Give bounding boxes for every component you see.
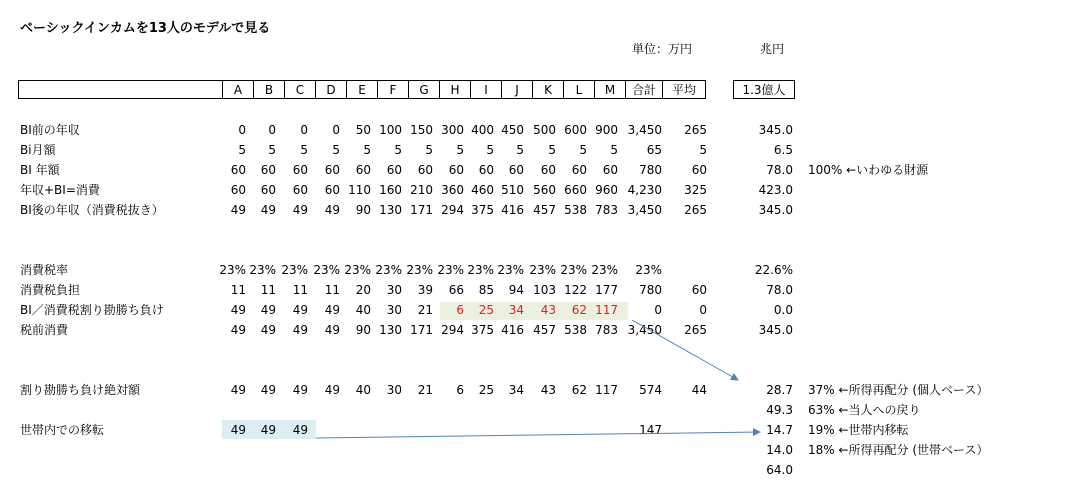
row-note: 19% ←世帯内移転 bbox=[808, 423, 909, 437]
cell-total: 147 bbox=[639, 423, 662, 437]
row-label: 消費税率 bbox=[20, 263, 69, 277]
cell-g: 5 bbox=[425, 143, 433, 157]
cell-c: 49 bbox=[292, 323, 308, 337]
cell-average: 325 bbox=[684, 183, 707, 197]
cell-i: 25 bbox=[478, 383, 494, 397]
cell-k: 103 bbox=[533, 283, 556, 297]
header-col-l: L bbox=[564, 81, 595, 99]
cell-b: 60 bbox=[260, 183, 276, 197]
cell-e: 110 bbox=[348, 183, 371, 197]
cell-g: 210 bbox=[410, 183, 433, 197]
cell-average: 60 bbox=[691, 283, 707, 297]
header-col-j: J bbox=[502, 81, 533, 99]
header-col-m: M bbox=[595, 81, 626, 99]
cell-trillion: 22.6% bbox=[754, 263, 793, 277]
cell-e: 60 bbox=[355, 163, 371, 177]
cell-c: 5 bbox=[300, 143, 308, 157]
cell-total: 780 bbox=[639, 163, 662, 177]
cell-h: 360 bbox=[441, 183, 464, 197]
row-label: 税前消費 bbox=[20, 323, 69, 337]
cell-trillion: 78.0 bbox=[766, 283, 793, 297]
row-label: BI後の年収（消費税抜き） bbox=[20, 203, 164, 217]
cell-trillion: 345.0 bbox=[758, 203, 793, 217]
cell-f: 130 bbox=[379, 203, 402, 217]
cell-m: 117 bbox=[595, 303, 618, 317]
cell-i: 375 bbox=[471, 323, 494, 337]
cell-l: 122 bbox=[564, 283, 587, 297]
cell-l: 538 bbox=[564, 323, 587, 337]
cell-h: 6 bbox=[456, 383, 464, 397]
cell-k: 457 bbox=[533, 323, 556, 337]
cell-total: 0 bbox=[654, 303, 662, 317]
cell-m: 783 bbox=[595, 203, 618, 217]
cell-j: 450 bbox=[501, 123, 524, 137]
header-population: 1.3億人 bbox=[734, 81, 795, 99]
unit-label-chouen: 兆円 bbox=[760, 42, 785, 56]
cell-total: 574 bbox=[639, 383, 662, 397]
cell-total: 3,450 bbox=[627, 323, 662, 337]
cell-m: 900 bbox=[595, 123, 618, 137]
header-col-e: E bbox=[347, 81, 378, 99]
cell-c: 49 bbox=[292, 423, 308, 437]
cell-a: 49 bbox=[230, 383, 246, 397]
cell-j: 34 bbox=[508, 383, 524, 397]
cell-total: 65 bbox=[646, 143, 662, 157]
page-title: ベーシックインカムを13人のモデルで見る bbox=[20, 21, 271, 36]
cell-total: 23% bbox=[635, 263, 662, 277]
cell-h: 23% bbox=[437, 263, 464, 277]
extra-note: 18% ←所得再配分 (世帯ベース） bbox=[808, 443, 989, 457]
cell-g: 171 bbox=[410, 203, 433, 217]
cell-i: 25 bbox=[478, 303, 494, 317]
row-label: 消費税負担 bbox=[20, 283, 81, 297]
cell-j: 416 bbox=[501, 323, 524, 337]
cell-d: 11 bbox=[324, 283, 340, 297]
cell-average: 265 bbox=[684, 323, 707, 337]
cell-trillion: 78.0 bbox=[766, 163, 793, 177]
cell-e: 50 bbox=[355, 123, 371, 137]
cell-i: 23% bbox=[467, 263, 494, 277]
cell-g: 21 bbox=[417, 383, 433, 397]
header-col-b: B bbox=[254, 81, 285, 99]
cell-total: 780 bbox=[639, 283, 662, 297]
cell-a: 5 bbox=[238, 143, 246, 157]
row-label: Bi月額 bbox=[20, 143, 56, 157]
cell-trillion: 0.0 bbox=[773, 303, 793, 317]
header-total: 合計 bbox=[626, 81, 663, 99]
cell-l: 600 bbox=[564, 123, 587, 137]
cell-c: 49 bbox=[292, 383, 308, 397]
cell-l: 5 bbox=[579, 143, 587, 157]
cell-e: 40 bbox=[355, 383, 371, 397]
row-label: BI 年額 bbox=[20, 163, 60, 177]
cell-h: 66 bbox=[448, 283, 464, 297]
header-col-h: H bbox=[440, 81, 471, 99]
cell-d: 49 bbox=[324, 323, 340, 337]
row-label: 年収+BI=消費 bbox=[20, 183, 100, 197]
cell-b: 49 bbox=[260, 203, 276, 217]
cell-d: 49 bbox=[324, 303, 340, 317]
header-col-k: K bbox=[533, 81, 564, 99]
cell-j: 510 bbox=[501, 183, 524, 197]
cell-e: 5 bbox=[363, 143, 371, 157]
cell-g: 60 bbox=[417, 163, 433, 177]
cell-j: 34 bbox=[508, 303, 524, 317]
cell-m: 117 bbox=[595, 383, 618, 397]
row-note: 37% ←所得再配分 (個人ベース） bbox=[808, 383, 989, 397]
cell-average: 265 bbox=[684, 123, 707, 137]
cell-trillion: 423.0 bbox=[758, 183, 793, 197]
cell-e: 90 bbox=[355, 203, 371, 217]
cell-a: 23% bbox=[219, 263, 246, 277]
cell-trillion: 6.5 bbox=[773, 143, 793, 157]
cell-c: 60 bbox=[292, 163, 308, 177]
cell-i: 400 bbox=[471, 123, 494, 137]
cell-e: 23% bbox=[344, 263, 371, 277]
cell-d: 23% bbox=[313, 263, 340, 277]
row-note: 100% ←いわゆる財源 bbox=[808, 163, 929, 177]
cell-a: 49 bbox=[230, 423, 246, 437]
cell-b: 49 bbox=[260, 323, 276, 337]
cell-total: 3,450 bbox=[627, 203, 662, 217]
cell-a: 49 bbox=[230, 323, 246, 337]
cell-h: 294 bbox=[441, 323, 464, 337]
cell-average: 5 bbox=[699, 143, 707, 157]
cell-g: 171 bbox=[410, 323, 433, 337]
cell-e: 40 bbox=[355, 303, 371, 317]
cell-k: 5 bbox=[548, 143, 556, 157]
cell-trillion-extra: 14.0 bbox=[766, 443, 793, 457]
cell-e: 90 bbox=[355, 323, 371, 337]
cell-m: 23% bbox=[591, 263, 618, 277]
cell-m: 177 bbox=[595, 283, 618, 297]
cell-l: 62 bbox=[571, 303, 587, 317]
cell-trillion: 345.0 bbox=[758, 123, 793, 137]
cell-a: 60 bbox=[230, 163, 246, 177]
cell-d: 5 bbox=[332, 143, 340, 157]
cell-l: 538 bbox=[564, 203, 587, 217]
arrow-to-abs-redistribution bbox=[632, 320, 738, 380]
cell-g: 21 bbox=[417, 303, 433, 317]
cell-i: 5 bbox=[486, 143, 494, 157]
cell-f: 160 bbox=[379, 183, 402, 197]
cell-j: 23% bbox=[497, 263, 524, 277]
cell-a: 11 bbox=[230, 283, 246, 297]
cell-i: 85 bbox=[478, 283, 494, 297]
cell-c: 0 bbox=[300, 123, 308, 137]
cell-trillion: 14.7 bbox=[766, 423, 793, 437]
cell-d: 60 bbox=[324, 163, 340, 177]
cell-k: 23% bbox=[529, 263, 556, 277]
header-col-d: D bbox=[316, 81, 347, 99]
cell-a: 0 bbox=[238, 123, 246, 137]
cell-b: 23% bbox=[249, 263, 276, 277]
row-label: BI／消費税割り勘勝ち負け bbox=[20, 303, 164, 317]
cell-d: 49 bbox=[324, 203, 340, 217]
cell-k: 43 bbox=[540, 383, 556, 397]
header-col-i: I bbox=[471, 81, 502, 99]
cell-b: 60 bbox=[260, 163, 276, 177]
cell-e: 20 bbox=[355, 283, 371, 297]
cell-m: 783 bbox=[595, 323, 618, 337]
cell-f: 5 bbox=[394, 143, 402, 157]
cell-average: 60 bbox=[691, 163, 707, 177]
cell-c: 23% bbox=[281, 263, 308, 277]
cell-i: 460 bbox=[471, 183, 494, 197]
cell-c: 49 bbox=[292, 203, 308, 217]
cell-trillion: 28.7 bbox=[766, 383, 793, 397]
cell-m: 60 bbox=[602, 163, 618, 177]
cell-k: 60 bbox=[540, 163, 556, 177]
cell-m: 5 bbox=[610, 143, 618, 157]
cell-h: 294 bbox=[441, 203, 464, 217]
cell-h: 6 bbox=[456, 303, 464, 317]
cell-h: 300 bbox=[441, 123, 464, 137]
cell-f: 23% bbox=[375, 263, 402, 277]
header-col-c: C bbox=[285, 81, 316, 99]
cell-j: 416 bbox=[501, 203, 524, 217]
cell-f: 30 bbox=[386, 383, 402, 397]
cell-k: 457 bbox=[533, 203, 556, 217]
header-col-g: G bbox=[409, 81, 440, 99]
row-label: BI前の年収 bbox=[20, 123, 80, 137]
unit-label-manyen: 単位：万円 bbox=[632, 42, 693, 56]
cell-b: 49 bbox=[260, 303, 276, 317]
cell-f: 100 bbox=[379, 123, 402, 137]
cell-f: 130 bbox=[379, 323, 402, 337]
cell-k: 43 bbox=[540, 303, 556, 317]
cell-b: 49 bbox=[260, 383, 276, 397]
cell-i: 60 bbox=[478, 163, 494, 177]
cell-f: 30 bbox=[386, 283, 402, 297]
cell-d: 60 bbox=[324, 183, 340, 197]
cell-l: 23% bbox=[560, 263, 587, 277]
cell-f: 60 bbox=[386, 163, 402, 177]
row-label: 世帯内での移転 bbox=[20, 423, 105, 437]
cell-b: 5 bbox=[268, 143, 276, 157]
cell-a: 60 bbox=[230, 183, 246, 197]
arrow-to-household-transfer bbox=[316, 432, 760, 438]
cell-f: 30 bbox=[386, 303, 402, 317]
cell-h: 60 bbox=[448, 163, 464, 177]
cell-j: 94 bbox=[508, 283, 524, 297]
cell-l: 60 bbox=[571, 163, 587, 177]
cell-g: 23% bbox=[406, 263, 433, 277]
cell-k: 560 bbox=[533, 183, 556, 197]
cell-average: 265 bbox=[684, 203, 707, 217]
cell-b: 11 bbox=[260, 283, 276, 297]
cell-total: 3,450 bbox=[627, 123, 662, 137]
cell-l: 660 bbox=[564, 183, 587, 197]
cell-m: 960 bbox=[595, 183, 618, 197]
cell-j: 60 bbox=[508, 163, 524, 177]
cell-h: 5 bbox=[456, 143, 464, 157]
cell-g: 39 bbox=[417, 283, 433, 297]
cell-trillion-extra: 64.0 bbox=[766, 463, 793, 477]
extra-note: 63% ←当人への戻り bbox=[808, 403, 921, 417]
cell-total: 4,230 bbox=[627, 183, 662, 197]
header-col-a: A bbox=[223, 81, 254, 99]
cell-b: 0 bbox=[268, 123, 276, 137]
cell-l: 62 bbox=[571, 383, 587, 397]
cell-c: 11 bbox=[292, 283, 308, 297]
cell-k: 500 bbox=[533, 123, 556, 137]
header-col-f: F bbox=[378, 81, 409, 99]
cell-average: 44 bbox=[691, 383, 707, 397]
row-label: 割り勘勝ち負け絶対額 bbox=[20, 383, 141, 397]
cell-c: 60 bbox=[292, 183, 308, 197]
cell-trillion-extra: 49.3 bbox=[766, 403, 793, 417]
cell-a: 49 bbox=[230, 303, 246, 317]
cell-d: 49 bbox=[324, 383, 340, 397]
header-average: 平均 bbox=[663, 81, 706, 99]
cell-trillion: 345.0 bbox=[758, 323, 793, 337]
cell-i: 375 bbox=[471, 203, 494, 217]
cell-g: 150 bbox=[410, 123, 433, 137]
cell-b: 49 bbox=[260, 423, 276, 437]
cell-average: 0 bbox=[699, 303, 707, 317]
cell-j: 5 bbox=[516, 143, 524, 157]
cell-a: 49 bbox=[230, 203, 246, 217]
cell-d: 0 bbox=[332, 123, 340, 137]
cell-c: 49 bbox=[292, 303, 308, 317]
